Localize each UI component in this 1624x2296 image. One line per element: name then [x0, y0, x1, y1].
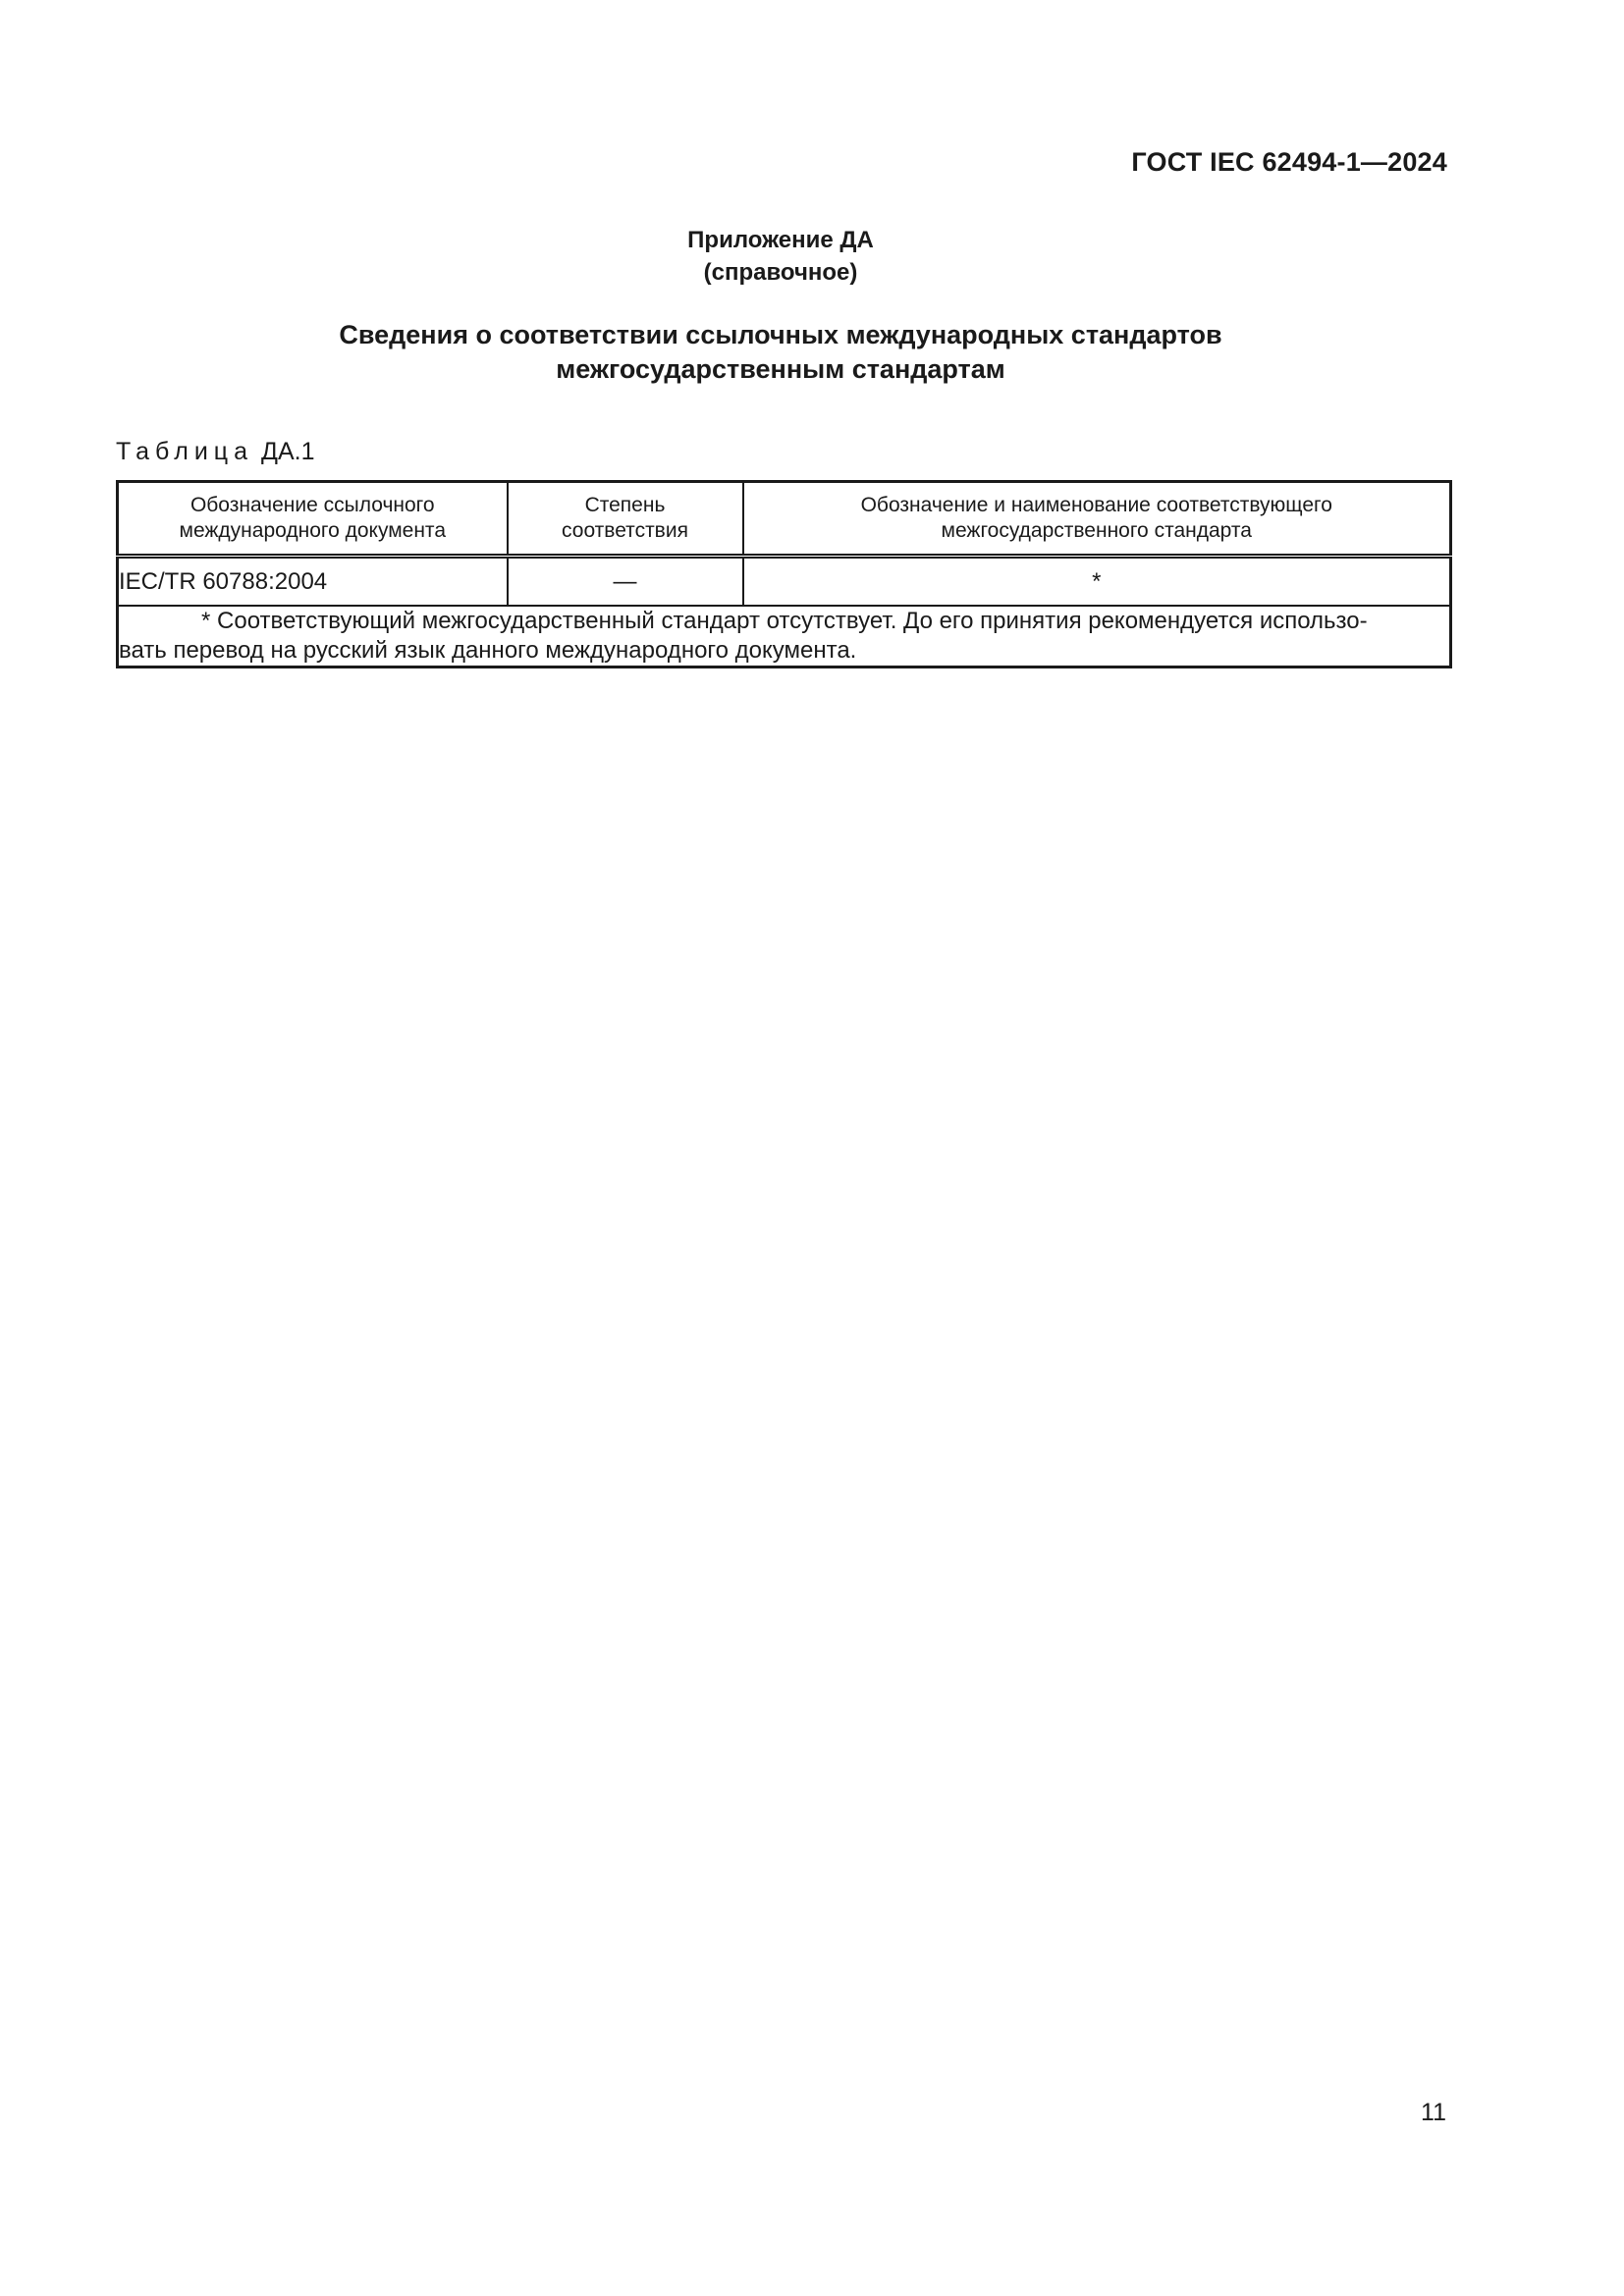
section-title-line2: межгосударственным стандартам [556, 354, 1005, 384]
table-note [118, 606, 1451, 667]
header-interstate-standard: Обозначение и наименование соответствующего межгосударственного стандарта [743, 482, 1451, 557]
cell-reference: IEC/TR 60788:2004 [118, 557, 508, 607]
table-caption-word: Таблица [116, 438, 254, 465]
cell-degree: — [508, 557, 743, 607]
cell-standard: * [743, 557, 1451, 607]
section-title-line1: Сведения о соответствии ссылочных международных стандартов [339, 320, 1222, 349]
document-code: ГОСТ IEC 62494-1—2024 [1131, 147, 1447, 177]
table-note-line1: * Соответствующий межгосударственный стандарт отсутствует. До его принятия рекомендуется использо- [201, 608, 1368, 634]
table-caption-number: ДА.1 [261, 438, 315, 465]
table-row [118, 557, 1451, 607]
page-number: 11 [1421, 2099, 1446, 2126]
header-degree-of-correspondence: Степень соответствия [508, 482, 743, 557]
table-header-row [118, 482, 1451, 557]
table-caption [116, 438, 315, 466]
annex-heading [0, 224, 1561, 289]
table-note-row [118, 606, 1451, 667]
header-reference-document: Обозначение ссылочного международного документа [118, 482, 508, 557]
annex-subtitle: (справочное) [703, 259, 858, 286]
table-note-line2: вать перевод на русский язык данного международного документа. [119, 637, 857, 664]
correspondence-table [116, 480, 1452, 668]
annex-title: Приложение ДА [687, 227, 874, 253]
section-title [0, 318, 1561, 387]
